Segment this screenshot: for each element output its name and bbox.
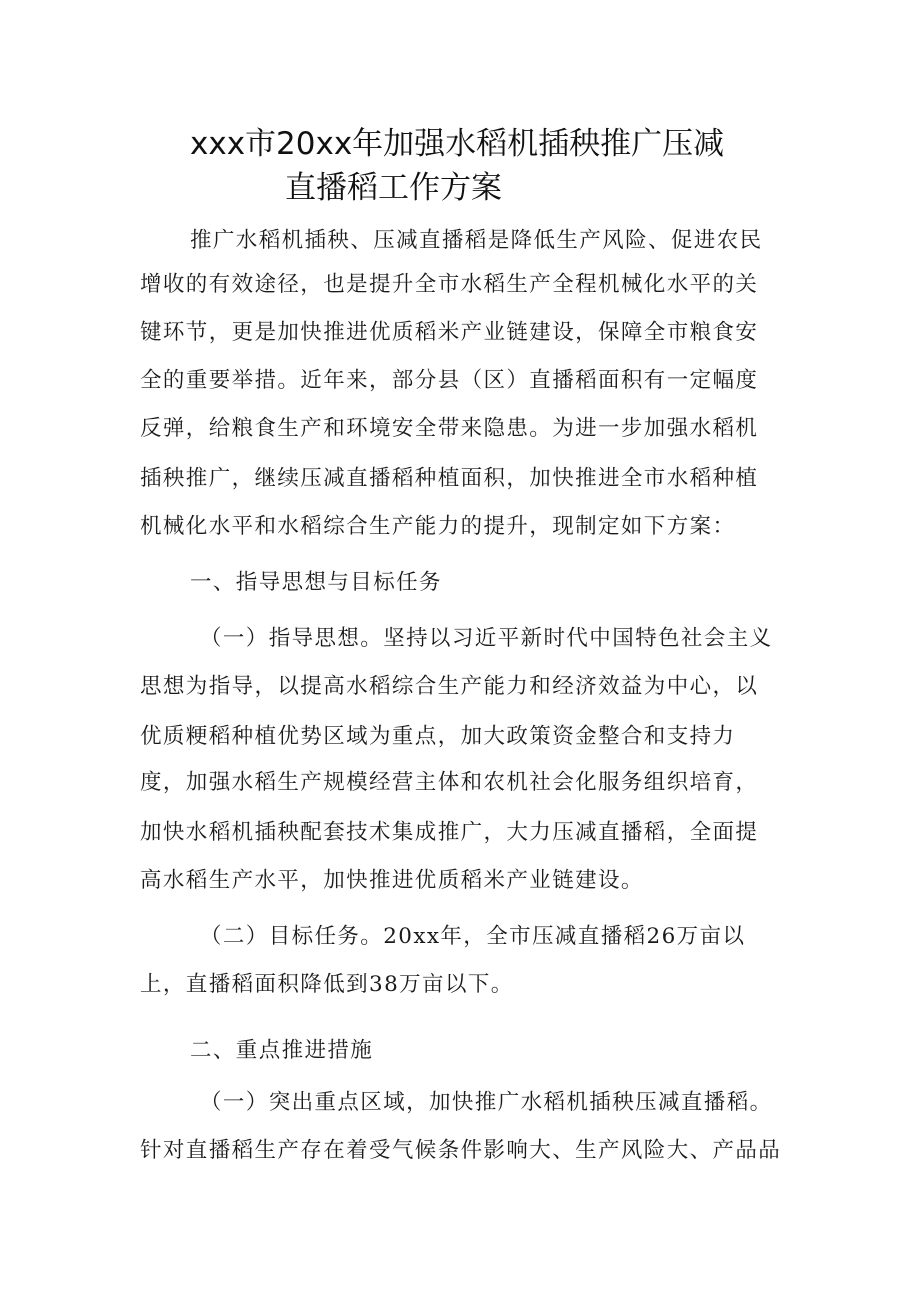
body-line: 优质粳稻种植优势区域为重点，加大政策资金整合和支持力 xyxy=(140,724,736,749)
body-line: 反弹，给粮食生产和环境安全带来隐患。为进一步加强水稻机 xyxy=(140,416,759,441)
body-line: 上，直播稻面积降低到38万亩以下。 xyxy=(140,972,514,997)
title-line-2: 直播稻工作方案 xyxy=(285,170,502,206)
body-line: 推广水稻机插秧、压减直播稻是降低生产风险、促进农民 xyxy=(190,228,763,253)
body-line: 键环节，更是加快推进优质稻米产业链建设，保障全市粮食安 xyxy=(140,320,759,345)
body-line: 插秧推广，继续压减直播稻种植面积，加快推进全市水稻种植 xyxy=(140,466,759,491)
section-heading-2: 二、重点推进措施 xyxy=(190,1038,374,1063)
body-line: （一）突出重点区域，加快推广水稻机插秧压减直播稻。 xyxy=(200,1090,773,1115)
title-line-1: xxx市20xx年加强水稻机插秧推广压减 xyxy=(190,126,725,162)
body-line: 加快水稻机插秧配套技术集成推广，大力压减直播稻，全面提 xyxy=(140,820,759,845)
body-line: （二）目标任务。20xx年，全市压减直播稻26万亩以 xyxy=(200,924,746,949)
section-heading-1: 一、指导思想与目标任务 xyxy=(190,570,442,595)
body-line: 思想为指导，以提高水稻综合生产能力和经济效益为中心，以 xyxy=(140,674,759,699)
body-line: 高水稻生产水平，加快推进优质稻米产业链建设。 xyxy=(140,868,644,893)
body-line: 全的重要举措。近年来，部分县（区）直播稻面积有一定幅度 xyxy=(140,368,759,393)
body-line: 度，加强水稻生产规模经营主体和农机社会化服务组织培育， xyxy=(140,770,759,795)
body-line: 增收的有效途径，也是提升全市水稻生产全程机械化水平的关 xyxy=(140,272,759,297)
body-line: （一）指导思想。坚持以习近平新时代中国特色社会主义 xyxy=(200,626,773,651)
body-line: 机械化水平和水稻综合生产能力的提升，现制定如下方案： xyxy=(140,514,736,539)
body-line: 针对直播稻生产存在着受气候条件影响大、生产风险大、产品品 xyxy=(140,1138,782,1163)
